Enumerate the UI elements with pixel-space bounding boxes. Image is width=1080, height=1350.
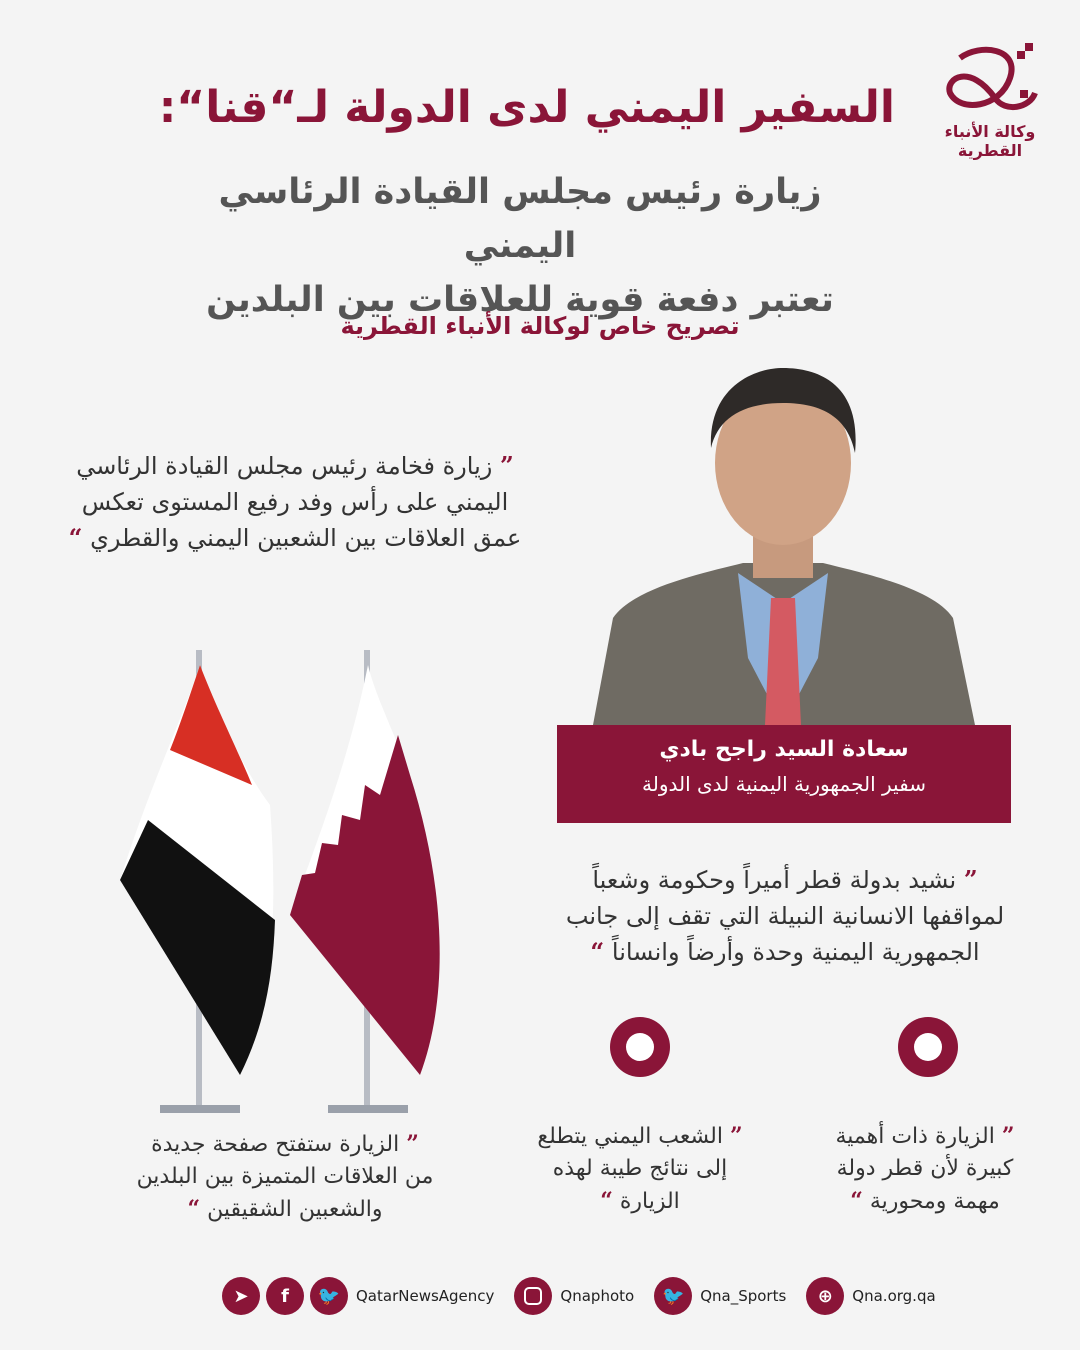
qatar-flag [290,650,440,1110]
twitter-icon[interactable]: 🐦 [654,1277,692,1315]
ambassador-name: سعادة السيد راجح بادي [659,737,909,762]
website-link[interactable]: Qna.org.qa [852,1287,936,1305]
twitter-icon[interactable]: 🐦 [310,1277,348,1315]
tagline: تصريح خاص لوكالة الأنباء القطرية [340,312,740,340]
subtitle-line: تعتبر دفعة قوية للعلاقات بين البلدين [206,280,834,320]
social-footer [222,1277,950,1315]
quote-middle: ” نشيد بدولة قطر أميراً وحكومة وشعباً لمواقفها الانسانية النبيلة التي تقف إلى جانب الجمهورية اليمنية وحدة وأرضاً وانساناً “ [530,862,1040,970]
social-handle-link[interactable]: QatarNewsAgency [356,1287,495,1305]
logo-emblem-icon [940,38,1040,118]
ambassador-caption [557,725,1011,823]
quote-line: لمواقفها الانسانية النبيلة التي تقف إلى جانب [565,902,1005,930]
quote-line: الجمهورية اليمنية وحدة وأرضاً وانساناً [611,938,980,966]
quote-line: اليمني على رأس وفد رفيع المستوى تعكس [81,488,509,516]
globe-icon[interactable]: ⊕ [806,1277,844,1315]
quote-top: ” زيارة فخامة رئيس مجلس القيادة الرئاسي اليمني على رأس وفد رفيع المستوى تعكس عمق العلاقات بين الشعبين اليمني والقطري “ [30,448,560,556]
qna-logo [935,38,1045,160]
quote-line: من العلاقات المتميزة بين البلدين [136,1164,434,1189]
flags-illustration [110,645,460,1120]
bullet-icon [898,1017,958,1077]
quote-bottom-2: ” الشعب اليمني يتطلع إلى نتائج طيبة لهذه الزيارة “ [510,1120,770,1218]
quote-line: الزيارة ذات أهمية [835,1124,995,1149]
quote-line: عمق العلاقات بين الشعبين اليمني والقطري [90,524,522,552]
telegram-icon[interactable]: ➤ [222,1277,260,1315]
sports-handle-link[interactable]: Qna_Sports [700,1287,787,1305]
quote-bottom-1: ” الزيارة ذات أهمية كبيرة لأن قطر دولة مهمة ومحورية “ [810,1120,1040,1218]
instagram-icon[interactable] [514,1277,552,1315]
quote-bottom-3: ” الزيارة ستفتح صفحة جديدة من العلاقات المتميزة بين البلدين والشعبين الشقيقين “ [110,1128,460,1226]
page-subtitle [170,165,870,327]
subtitle-line: زيارة رئيس مجلس القيادة الرئاسي اليمني [218,172,822,266]
page-title: السفير اليمني لدى الدولة لـ“قنا“: [158,82,895,133]
ambassador-role: سفير الجمهورية اليمنية لدى الدولة [642,772,926,796]
quote-line: والشعبين الشقيقين [207,1197,383,1222]
yemen-flag [120,650,275,1110]
bullet-icon [610,1017,670,1077]
quote-line: الشعب اليمني يتطلع [537,1124,723,1149]
quote-line: زيارة فخامة رئيس مجلس القيادة الرئاسي [76,452,493,480]
quote-line: نشيد بدولة قطر أميراً وحكومة وشعباً [592,866,957,894]
instagram-handle-link[interactable]: Qnaphoto [560,1287,635,1305]
quote-line: كبيرة لأن قطر دولة [836,1156,1014,1181]
logo-text: وكالة الأنباء [944,122,1036,141]
ambassador-photo [593,368,975,725]
quote-line: الزيارة [619,1189,680,1214]
logo-text: القطرية [957,141,1023,160]
quote-line: إلى نتائج طيبة لهذه [552,1156,728,1181]
facebook-icon[interactable]: f [266,1277,304,1315]
quote-line: مهمة ومحورية [869,1189,1000,1214]
quote-line: الزيارة ستفتح صفحة جديدة [151,1132,400,1157]
